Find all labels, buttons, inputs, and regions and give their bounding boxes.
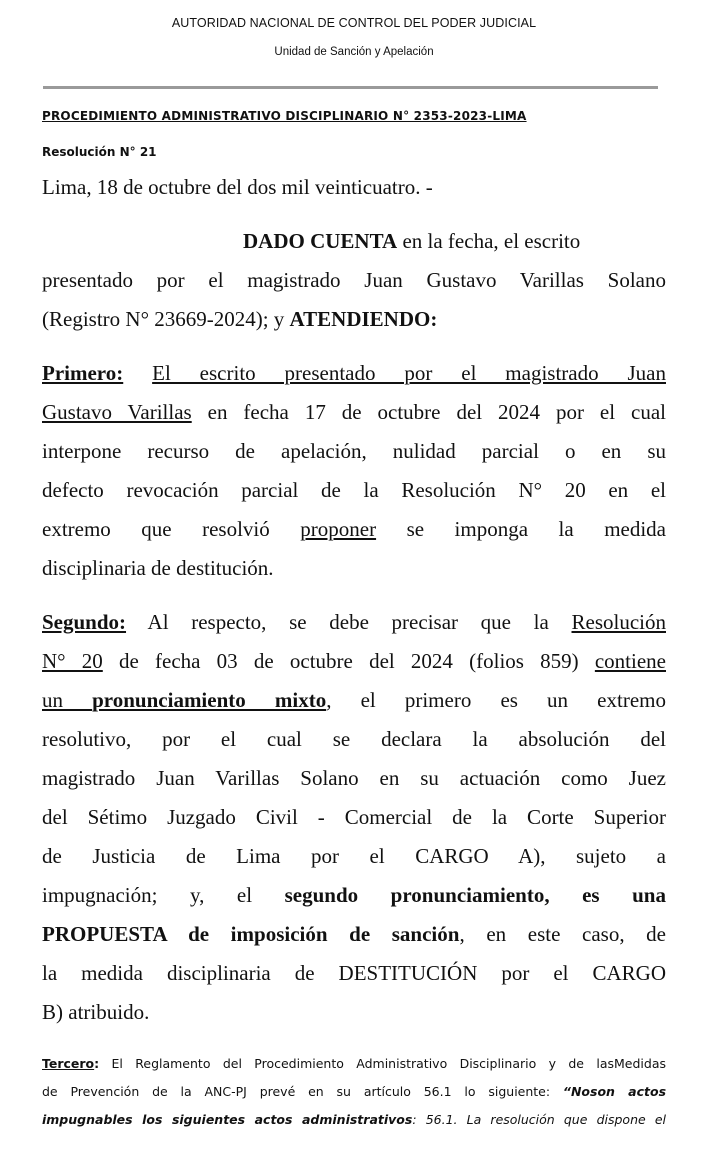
segundo-line-3-text: , el primero es un extremo [326, 688, 666, 712]
primero-line-5-post: se imponga la medida [376, 517, 667, 541]
quote-start-text: “Noson actos [562, 1084, 667, 1099]
segundo-label: Segundo: [42, 610, 127, 634]
intro-line-1-text: en la fecha, el escrito [397, 229, 581, 253]
primero-line-5 [42, 517, 666, 542]
segundo-line-1 [42, 610, 666, 635]
segundo-line-11: B) atribuido. [42, 1000, 150, 1024]
primero-line-4: defecto revocación parcial de la Resolución N° 20 en el [42, 478, 666, 502]
contiene-underlined: contiene [594, 649, 666, 673]
proponer-text: proponer [300, 517, 377, 541]
segundo-line-6: del Sétimo Juzgado Civil - Comercial de la Corte Superior [42, 805, 666, 829]
segundo-line-9 [42, 922, 666, 947]
segundo-line-2 [42, 649, 666, 674]
primero-line-6: disciplinaria de destitución. [42, 556, 274, 580]
tercero-line-2 [42, 1084, 666, 1099]
tercero-line-3 [42, 1112, 666, 1127]
primero-line-1 [42, 361, 666, 386]
tercero-colon: : [94, 1056, 100, 1071]
intro-line-3-text: (Registro N° 23669-2024); y [42, 307, 290, 331]
date-line: Lima, 18 de octubre del dos mil veinticuatro. - [42, 175, 433, 199]
segundo-line-8 [42, 883, 666, 908]
segundo-pronunciamiento-text: segundo pronunciamiento, es una [284, 883, 666, 907]
primero-line-1-text: El escrito presentado por el magistrado Juan [152, 361, 666, 385]
primero-line-2-text: en fecha 17 de octubre del 2024 por el cual [191, 400, 666, 424]
propuesta-text: PROPUESTA de imposición de sanción [42, 922, 460, 946]
intro-line-2: presentado por el magistrado Juan Gustavo Varillas Solano [42, 268, 666, 292]
tercero-line-1 [42, 1056, 666, 1071]
segundo-line-2-text: de fecha 03 de octubre del 2024 (folios 859) [102, 649, 595, 673]
unit-subheader: Unidad de Sanción y Apelación [274, 46, 434, 58]
primero-line-2 [42, 400, 666, 425]
primero-line-2-underlined: Gustavo Varillas [42, 400, 192, 424]
resolucion-underlined: Resolución [571, 610, 666, 634]
tercero-line-1-text: El Reglamento del Procedimiento Administrativo Disciplinario y de lasMedidas [99, 1056, 666, 1071]
dado-cuenta-text: DADO CUENTA [243, 229, 398, 253]
segundo-line-9-text: , en este caso, de [459, 922, 667, 946]
resolution-number: Resolución N° 21 [42, 145, 157, 159]
impugnables-text: impugnables los siguientes actos administrativos [42, 1112, 413, 1127]
tercero-line-2-text: de Prevención de la ANC-PJ prevé en su artículo 56.1 lo siguiente: [42, 1084, 563, 1099]
authority-header: AUTORIDAD NACIONAL DE CONTROL DEL PODER JUDICIAL [171, 16, 537, 30]
tercero-line-3-text: : 56.1. La resolución que dispone el [412, 1112, 667, 1127]
segundo-line-10: la medida disciplinaria de DESTITUCIÓN por el CARGO [42, 961, 666, 985]
primero-label: Primero: [42, 361, 124, 385]
segundo-line-7: de Justicia de Lima por el CARGO A), sujeto a [42, 844, 666, 868]
n20-underlined: N° 20 [42, 649, 103, 673]
header-divider [43, 86, 658, 89]
procedure-title: PROCEDIMIENTO ADMINISTRATIVO DISCIPLINARIO N° 2353-2023-LIMA [42, 109, 527, 123]
segundo-line-8-text: impugnación; y, el [42, 883, 285, 907]
tercero-label: Tercero [42, 1056, 95, 1071]
un-underlined: un [42, 688, 93, 712]
intro-line-1 [243, 229, 666, 254]
atendiendo-text: ATENDIENDO: [289, 307, 438, 331]
primero-line-5-pre: extremo que resolvió [42, 517, 301, 541]
pronunciamiento-mixto-text: pronunciamiento mixto [92, 688, 327, 712]
segundo-line-3 [42, 688, 666, 713]
segundo-line-1-text: Al respecto, se debe precisar que la [126, 610, 572, 634]
segundo-line-5: magistrado Juan Varillas Solano en su actuación como Juez [42, 766, 666, 790]
segundo-line-4: resolutivo, por el cual se declara la absolución del [42, 727, 666, 751]
primero-line-3: interpone recurso de apelación, nulidad parcial o en su [42, 439, 666, 463]
intro-line-3 [42, 307, 666, 332]
